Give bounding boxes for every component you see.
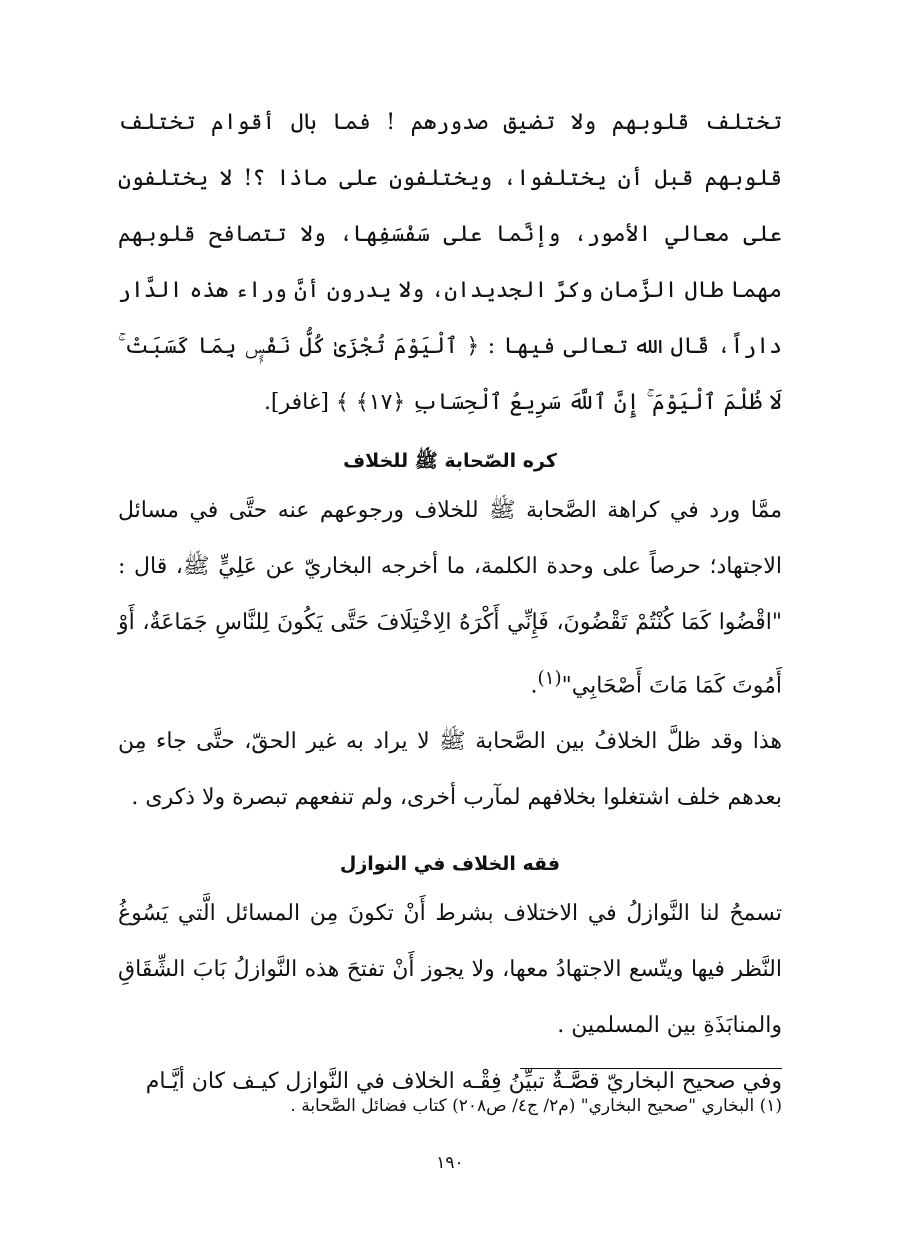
paragraph-2: ممَّا ورد في كراهة الصَّحابة ﷺ للخلاف ورجوعهم عنه حتَّى في مسائل الاجتهاد؛ حرصاً على وحدة الكلمة، ما أخرجه البخاريّ عن عَلِيٍّ ﷺ، قال : "اقْضُوا كَمَا كُنْتُمْ تَقْضُونَ، فَإِنِّي أَكْرَهُ الِاخْتِلَافَ حَتَّى يَكُونَ لِلنَّاسِ جَمَاعَةٌ، أَوْ أَمُوتَ كَمَا مَاتَ أَصْحَابِي"$^{(١)}$. bbox=[118, 498, 783, 699]
paragraph-3: هذا وقد ظلَّ الخلافُ بين الصَّحابة ﷺ لا يراد به غير الحقّ، حتَّى جاء مِن بعدهم خلف اشتغلوا بخلافهم لمآرب أخرى، ولم تنفعهم تبصرة ولا ذكرى . bbox=[118, 729, 782, 811]
quran-verse: ﴿ ٱلْيَوْمَ تُجْزَىٰ كُلُّ نَفْسٍۭ بِمَا كَسَبَتْ ۚ لَا ظُلْمَ ٱلْيَوْمَ ۚ إِنَّ ٱللَّهَ سَرِيعُ ٱلْحِسَابِ ﴿١٧﴾ ﴾ bbox=[118, 334, 782, 415]
paragraph-4: تسمحُ لنا النَّوازلُ في الاختلاف بشرط أَنْ تكونَ مِن المسائل الَّتي يَسُوغُ النَّظر فيها ويتّسع الاجتهادُ معها، ولا يجوز أَنْ تفتحَ هذه النَّوازلُ بَابَ الشِّقَاقِ والمنابَذَةِ بين المسلمين . bbox=[118, 901, 782, 1039]
section-heading-2: فقه الخلاف في النوازل bbox=[339, 853, 561, 876]
hadith-quote: "اقْضُوا كَمَا كُنْتُمْ تَقْضُونَ، فَإِنِّي أَكْرَهُ الِاخْتِلَافَ حَتَّى يَكُونَ لِلنَّاسِ جَمَاعَةٌ، أَوْ أَمُوتَ كَمَا مَاتَ أَصْحَابِي" bbox=[118, 610, 783, 699]
section-heading-1: كره الصّحابة ﷺ للخلاف bbox=[343, 450, 557, 472]
footnote-reference: (١) bbox=[537, 668, 562, 689]
page-number: ١٩٠ bbox=[436, 1153, 464, 1173]
quran-source: [غافر]. bbox=[263, 390, 329, 415]
page-body bbox=[118, 95, 782, 1110]
paragraph-5: وفي صحيح البخاريّ قصَّـةٌ تبيِّنُ فِقْـه الخلاف في النَّوازل كيـف كان أيَّـام bbox=[145, 1069, 782, 1095]
paragraph-2-text: ممَّا ورد في كراهة الصَّحابة ﷺ للخلاف ورجوعهم عنه حتَّى في مسائل الاجتهاد؛ حرصاً على وحدة الكلمة، ما أخرجه البخاريّ عن عَلِيٍّ ﷺ، قال : bbox=[118, 498, 782, 579]
paragraph-1-text: تختلف قلوبهم ولا تضيق صدورهم ! فما بال أقوام تختلف قلوبهم قبل أن يختلفوا، ويختلفون على ماذا ؟! لا يختلفون على معالي الأمور، وإنَّما على سَفْسَفِها، ولا تتصافح قلوبهم مهما طال الزَّمان وكرَّ الجديدان، ولا يدرون أنَّ وراء هذه الدَّار داراً، قَال الله تعالى فيها : bbox=[118, 110, 783, 359]
paragraph-1 bbox=[118, 95, 782, 431]
footnote-divider bbox=[520, 1068, 782, 1069]
footnote: (١) البخاري "صحيح البخاري" (م٢/ ج٤/ ص٢٠٨) كتاب فضائل الصَّحابة . bbox=[290, 1096, 782, 1116]
